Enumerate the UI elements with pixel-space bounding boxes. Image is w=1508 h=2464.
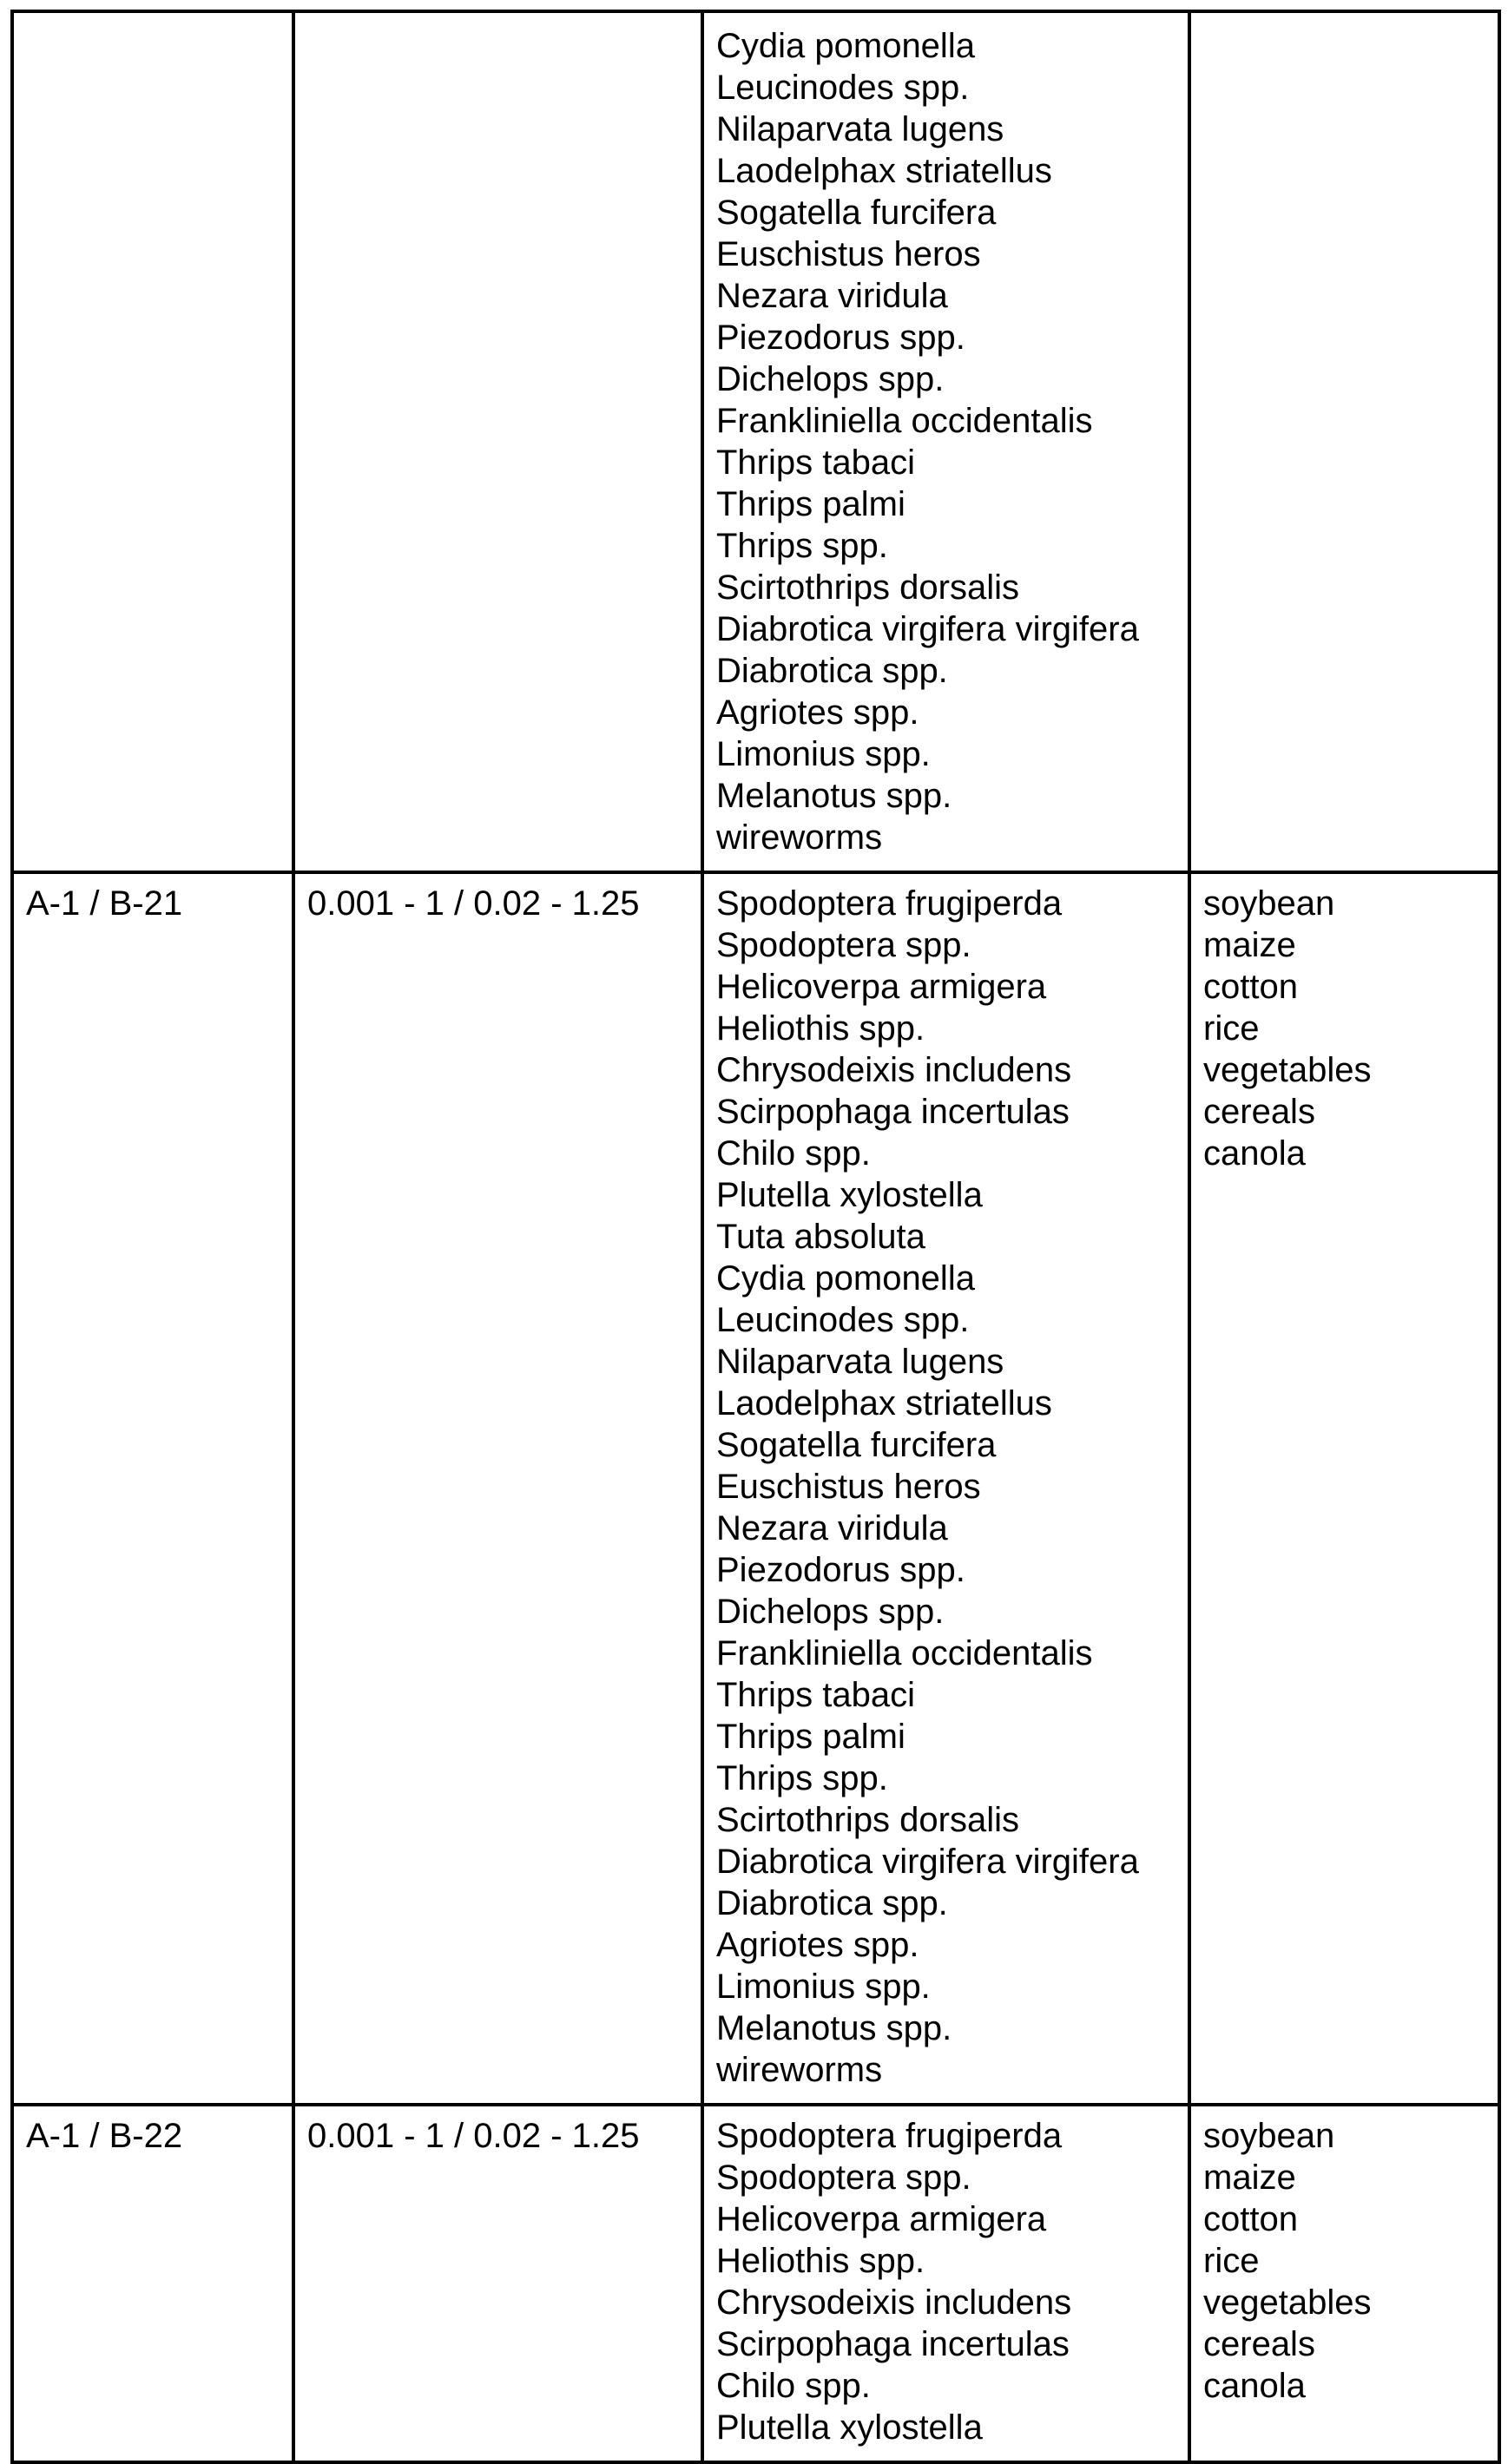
- pest-item: Scirtothrips dorsalis: [716, 1801, 1020, 1839]
- pest-item: Spodoptera spp.: [716, 926, 971, 964]
- pest-item: Laodelphax striatellus: [716, 152, 1052, 190]
- pest-item: Euschistus heros: [716, 235, 981, 273]
- table-row-a1-b21: [12, 872, 1499, 2105]
- table-row-a1-b22: [12, 2105, 1499, 2462]
- pest-item: Plutella xylostella: [716, 1176, 983, 1214]
- pest-item: Thrips tabaci: [716, 1676, 915, 1714]
- crop-item: vegetables: [1203, 2283, 1372, 2322]
- pest-list: [716, 25, 1175, 858]
- crops-cell: [1189, 2105, 1499, 2462]
- rate-cell: [293, 11, 702, 872]
- pest-item: Cydia pomonella: [716, 1259, 975, 1298]
- mixture-cell: A-1 / B-22: [12, 2105, 293, 2462]
- crop-item: soybean: [1203, 2117, 1335, 2155]
- pest-item: Chrysodeixis includens: [716, 1051, 1072, 1089]
- pest-item: Sogatella furcifera: [716, 194, 997, 232]
- pests-cell: [702, 2105, 1189, 2462]
- crop-item: vegetables: [1203, 1051, 1372, 1089]
- pest-item: Thrips spp.: [716, 527, 888, 565]
- crop-item: maize: [1203, 2158, 1296, 2197]
- pest-item: Heliothis spp.: [716, 1009, 925, 1048]
- crop-item: cereals: [1203, 1093, 1315, 1131]
- pest-item: Scirtothrips dorsalis: [716, 568, 1020, 607]
- pests-cell: [702, 872, 1189, 2105]
- pest-item: Piezodorus spp.: [716, 319, 965, 357]
- pest-crop-table: [10, 10, 1501, 2464]
- pest-item: Dichelops spp.: [716, 360, 945, 398]
- pest-item: Agriotes spp.: [716, 1926, 919, 1964]
- rate-cell: 0.001 - 1 / 0.02 - 1.25: [293, 2105, 702, 2462]
- pest-item: Nilaparvata lugens: [716, 110, 1004, 148]
- crop-item: cotton: [1203, 2200, 1298, 2238]
- pest-item: wireworms: [716, 2051, 883, 2089]
- pest-item: wireworms: [716, 818, 883, 857]
- pest-item: Dichelops spp.: [716, 1593, 945, 1631]
- mixture-cell: [12, 11, 293, 872]
- pest-item: Chilo spp.: [716, 1134, 871, 1173]
- pest-item: Diabrotica spp.: [716, 1884, 948, 1922]
- pest-item: Plutella xylostella: [716, 2408, 983, 2447]
- pest-item: Thrips palmi: [716, 1718, 905, 1756]
- pest-item: Diabrotica virgifera virgifera: [716, 610, 1139, 648]
- pest-item: Frankliniella occidentalis: [716, 402, 1093, 440]
- pest-item: Limonius spp.: [716, 735, 931, 773]
- pest-item: Spodoptera frugiperda: [716, 884, 1063, 923]
- pest-item: Chilo spp.: [716, 2367, 871, 2405]
- pest-item: Melanotus spp.: [716, 777, 952, 815]
- pest-item: Leucinodes spp.: [716, 69, 970, 107]
- pest-item: Nezara viridula: [716, 277, 948, 315]
- pest-item: Leucinodes spp.: [716, 1301, 970, 1339]
- crop-item: cotton: [1203, 968, 1298, 1006]
- pest-item: Spodoptera frugiperda: [716, 2117, 1063, 2155]
- pest-item: Nilaparvata lugens: [716, 1343, 1004, 1381]
- pest-list: [716, 2115, 1175, 2448]
- crop-item: rice: [1203, 1009, 1260, 1048]
- pest-item: Piezodorus spp.: [716, 1551, 965, 1589]
- pest-item: Scirpophaga incertulas: [716, 2325, 1070, 2363]
- pest-item: Cydia pomonella: [716, 27, 975, 65]
- crops-cell: [1189, 11, 1499, 872]
- pest-list: [716, 883, 1175, 2091]
- crop-item: soybean: [1203, 884, 1335, 923]
- pest-item: Agriotes spp.: [716, 693, 919, 732]
- pest-item: Diabrotica spp.: [716, 652, 948, 690]
- pest-item: Spodoptera spp.: [716, 2158, 971, 2197]
- pest-item: Sogatella furcifera: [716, 1426, 997, 1464]
- pest-item: Diabrotica virgifera virgifera: [716, 1843, 1139, 1881]
- rate-cell: 0.001 - 1 / 0.02 - 1.25: [293, 872, 702, 2105]
- pest-item: Helicoverpa armigera: [716, 968, 1047, 1006]
- crop-item: rice: [1203, 2242, 1260, 2280]
- crop-list: [1203, 883, 1485, 1174]
- crops-cell: [1189, 872, 1499, 2105]
- crop-item: cereals: [1203, 2325, 1315, 2363]
- pest-item: Frankliniella occidentalis: [716, 1634, 1093, 1672]
- pest-item: Thrips tabaci: [716, 444, 915, 482]
- crop-item: maize: [1203, 926, 1296, 964]
- table-body: [12, 11, 1499, 2462]
- pests-cell: [702, 11, 1189, 872]
- pest-item: Limonius spp.: [716, 1968, 931, 2006]
- pest-item: Helicoverpa armigera: [716, 2200, 1047, 2238]
- pest-item: Thrips spp.: [716, 1759, 888, 1797]
- pest-item: Heliothis spp.: [716, 2242, 925, 2280]
- crop-list: [1203, 2115, 1485, 2407]
- pest-item: Euschistus heros: [716, 1468, 981, 1506]
- mixture-cell: A-1 / B-21: [12, 872, 293, 2105]
- table-row-continued: [12, 11, 1499, 872]
- crop-item: canola: [1203, 2367, 1306, 2405]
- pest-item: Tuta absoluta: [716, 1218, 925, 1256]
- pest-item: Laodelphax striatellus: [716, 1384, 1052, 1423]
- pest-item: Thrips palmi: [716, 485, 905, 523]
- crop-item: canola: [1203, 1134, 1306, 1173]
- pest-item: Nezara viridula: [716, 1509, 948, 1547]
- pest-item: Melanotus spp.: [716, 2009, 952, 2047]
- pest-item: Chrysodeixis includens: [716, 2283, 1072, 2322]
- pest-item: Scirpophaga incertulas: [716, 1093, 1070, 1131]
